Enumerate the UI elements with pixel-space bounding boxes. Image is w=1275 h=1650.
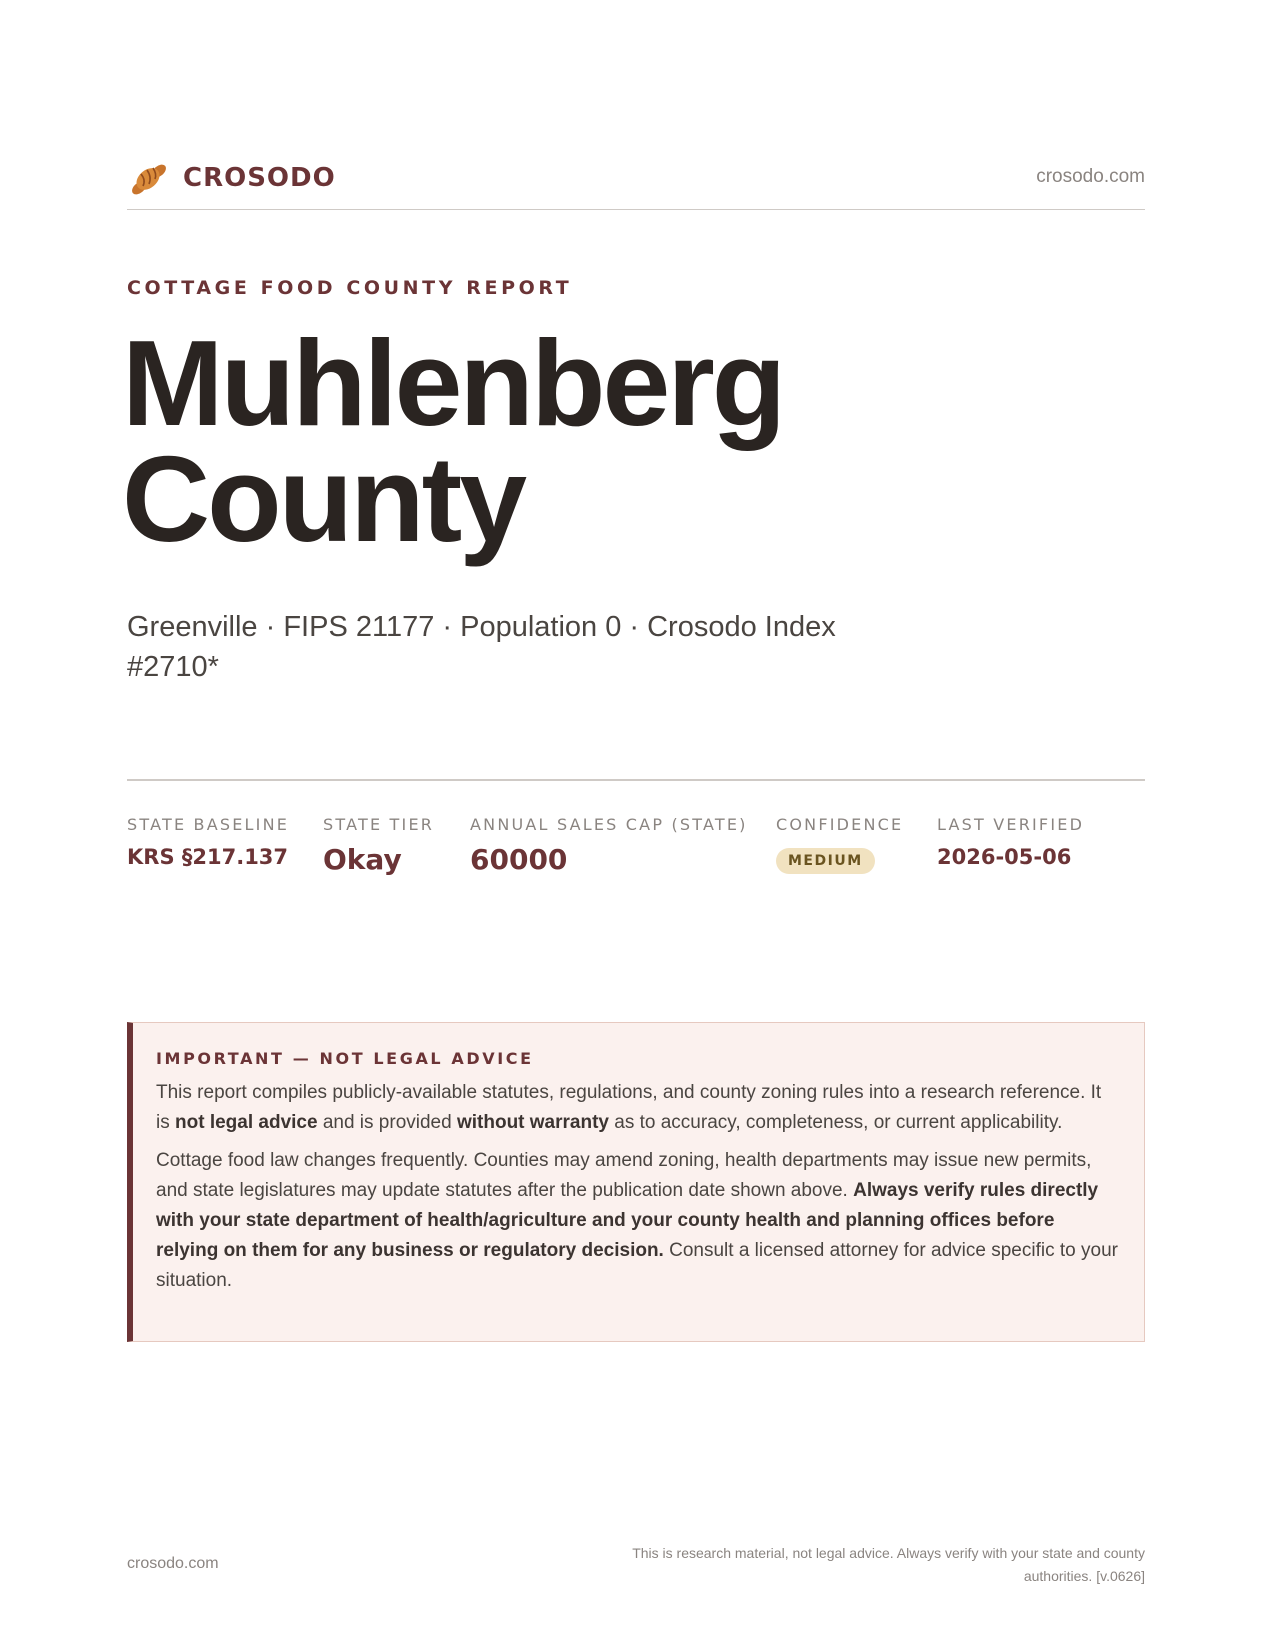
croissant-icon <box>127 158 169 198</box>
stat-value: Okay <box>323 843 402 876</box>
notice-text: and is provided <box>317 1112 457 1133</box>
footer-site-url[interactable]: crosodo.com <box>127 1555 219 1572</box>
footer-disclaimer: This is research material, not legal advice. Always verify with your state and county authorities. [v.0626] <box>632 1545 1145 1584</box>
stat-label: STATE BASELINE <box>127 815 290 834</box>
stat-value: 60000 <box>470 843 568 876</box>
county-subtitle: Greenville · FIPS 21177 · Population 0 · Crosodo Index #2710* <box>127 611 836 683</box>
title-line-1: Muhlenberg <box>122 315 784 451</box>
legal-notice <box>127 1022 1145 1342</box>
stat-label: ANNUAL SALES CAP (STATE) <box>470 815 748 834</box>
page-title <box>122 315 1082 567</box>
notice-emphasis: Always verify rules directly with your state department of health/agriculture and your county health and planning offices before relying on them for any business or regulatory decision. <box>156 1180 1099 1261</box>
notice-text: as to accuracy, completeness, or current applicability. <box>608 1112 1063 1133</box>
notice-text: Cottage food law changes frequently. Counties may amend zoning, health departments may issue new permits, and state legislatures may update statutes after the publication date shown above. <box>156 1150 1092 1201</box>
notice-emphasis: not legal advice <box>175 1112 318 1133</box>
notice-text: This report compiles publicly-available statutes, regulations, and county zoning rules into a research reference. It is <box>156 1082 1102 1133</box>
notice-paragraph-1 <box>156 1078 1118 1138</box>
stat-label: STATE TIER <box>323 815 435 834</box>
report-eyebrow: COTTAGE FOOD COUNTY REPORT <box>127 277 573 299</box>
stats-divider <box>127 779 1145 781</box>
notice-text: Consult a licensed attorney for advice specific to your situation. <box>156 1240 1118 1291</box>
stat-value: 2026-05-06 <box>937 845 1072 869</box>
notice-emphasis: without warranty <box>456 1112 609 1133</box>
stat-state-tier <box>323 815 434 876</box>
stat-value: KRS §217.137 <box>127 845 289 869</box>
page-header <box>127 158 1145 210</box>
stat-state-baseline <box>127 815 289 869</box>
stat-label: CONFIDENCE <box>776 815 904 834</box>
notice-paragraph-2 <box>156 1146 1118 1296</box>
stat-label: LAST VERIFIED <box>937 815 1085 834</box>
notice-heading: IMPORTANT — NOT LEGAL ADVICE <box>156 1049 534 1068</box>
brand-name: CROSODO <box>183 163 336 193</box>
stat-confidence <box>776 815 903 874</box>
brand[interactable] <box>127 158 336 198</box>
header-site-url[interactable]: crosodo.com <box>1036 166 1145 187</box>
stat-sales-cap <box>470 815 748 876</box>
confidence-badge: MEDIUM <box>776 848 875 874</box>
stat-last-verified <box>937 815 1084 869</box>
title-line-2: County <box>122 431 525 567</box>
